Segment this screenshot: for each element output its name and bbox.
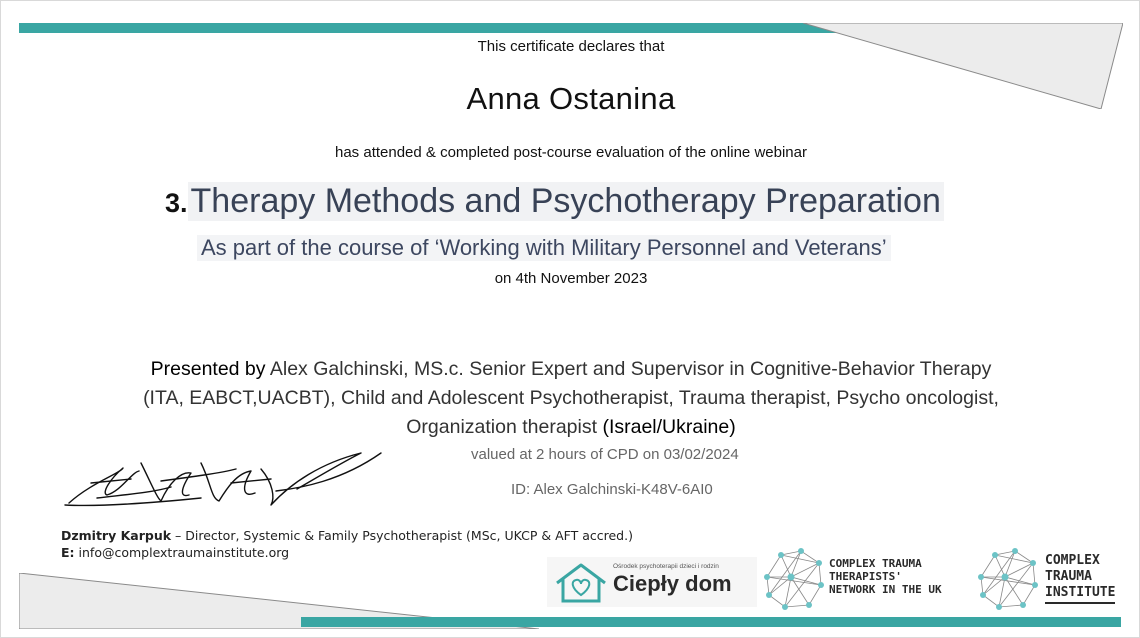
webinar-title-row	[165, 182, 944, 228]
cti-line-1: COMPLEX	[1045, 553, 1100, 568]
network-graph-icon	[761, 547, 825, 611]
recipient-name: Anna Ostanina	[466, 81, 676, 116]
cti-logo	[975, 547, 1125, 611]
cti-line-2: TRAUMA	[1045, 569, 1092, 584]
cieply-dom-logo	[547, 557, 757, 607]
certificate-id: ID: Alex Galchinski-K48V-6AI0	[511, 481, 713, 498]
bottom-accent-bar	[301, 617, 1121, 627]
presenter-line-1: Alex Galchinski, MS.c. Senior Expert and Supervisor in Cognitive-Behavior Therapy	[265, 358, 992, 380]
presented-prefix: Presented by	[150, 358, 266, 380]
presenter-line-3: Organization therapist	[406, 416, 603, 438]
signer-info	[61, 527, 633, 561]
declares-text: This certificate declares that	[477, 38, 665, 55]
network-graph-icon	[975, 547, 1039, 611]
cieply-dom-name: Ciepły dom	[613, 571, 732, 596]
cti-line-3: INSTITUTE	[1045, 585, 1116, 600]
ctt-line-1: COMPLEX TRAUMA	[829, 557, 922, 570]
signer-name: Dzmitry Karpuk	[61, 528, 172, 543]
webinar-date: on 4th November 2023	[494, 270, 648, 287]
signer-role: – Director, Systemic & Family Psychotherapist (MSc, UKCP & AFT accred.)	[171, 528, 633, 543]
ctt-network-logo	[761, 547, 961, 611]
top-accent-bar	[19, 23, 839, 33]
cpd-value: valued at 2 hours of CPD on 03/02/2024	[471, 446, 739, 463]
cti-underline	[1045, 602, 1115, 604]
cieply-dom-tagline: Ośrodek psychoterapii dzieci i rodzin	[613, 563, 719, 570]
webinar-title: Therapy Methods and Psychotherapy Preparation	[188, 182, 944, 221]
house-heart-icon	[553, 561, 609, 603]
email-label: E:	[61, 545, 75, 560]
signature-image	[61, 443, 391, 518]
signer-email: info@complextraumainstitute.org	[74, 545, 290, 560]
presenter-line-2: (ITA, EABCT,UACBT), Child and Adolescent Psychotherapist, Trauma therapist, Psycho oncologist,	[143, 387, 999, 409]
presenter-block	[1, 355, 1140, 442]
webinar-number: 3.	[165, 188, 188, 218]
ctt-text	[829, 557, 942, 596]
cti-text	[1045, 553, 1115, 601]
presenter-location: (Israel/Ukraine)	[602, 416, 736, 438]
course-line: As part of the course of ‘Working with Military Personnel and Veterans’	[197, 235, 891, 261]
ctt-line-2: THERAPISTS'	[829, 570, 902, 583]
attended-text: has attended & completed post-course evaluation of the online webinar	[335, 144, 807, 161]
ctt-line-3: NETWORK IN THE UK	[829, 583, 942, 596]
